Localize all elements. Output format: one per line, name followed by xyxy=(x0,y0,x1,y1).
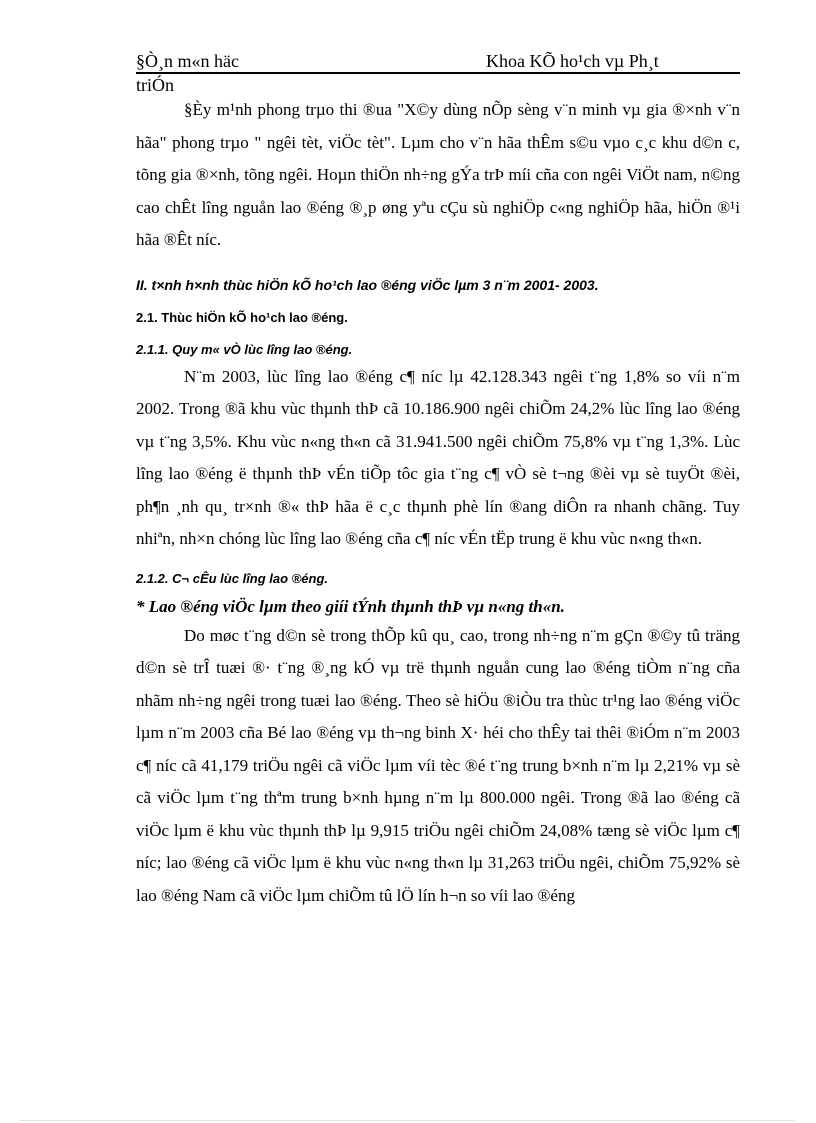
header-continuation: triÓn xyxy=(136,75,174,95)
page-header xyxy=(136,50,740,74)
paragraph-employment: Do møc t¨ng d©n sè trong thÕp kû qu¸ cao, trong nh÷ng n¨m gÇn ®©y tû träng d©n sè trÎ tuæi ®· t¨ng ®¸ng kÓ vµ trë thµnh nguån cung lao ®éng tiÒm n¨ng cña nhãm nh÷ng ngêi trong tuæi lao ®éng. Theo sè hiÖu ®iÒu tra thùc tr¹ng lao ®éng viÖc lµm n¨m 2003 cña Bé lao ®éng vµ th¬ng binh X· héi cho thÊy tai thêi ®iÓm n¨m 2003 c¶ níc cã 41,179 triÖu ngêi cã viÖc lµm víi tèc ®é t¨ng trung b×nh n¨m lµ 2,21% vµ sè cã viÖc lµm t¨ng thªm trung b×nh hµng n¨m lµ 800.000 ngêi. Trong ®ã lao ®éng cã viÖc lµm ë khu vùc thµnh thÞ lµ 9,915 triÖu ngêi chiÕm 24,08% tæng sè viÖc lµm c¶ níc; lao ®éng cã viÖc lµm ë khu vùc n«ng th«n lµ 31,263 triÖu ngêi, chiÕm 75,92% sè lao ®éng Nam cã viÖc lµm chiÕm tû lÖ lín h¬n so víi lao ®éng xyxy=(136,625,740,905)
page-bottom-border xyxy=(20,1120,796,1121)
paragraph-culture: §Èy m¹nh phong trµo thi ®ua "X©y dùng nÕp sèng v¨n minh vµ gia ®×nh v¨n hãa" phong trµo " ngêi tèt, viÖc tèt". Lµm cho v¨n hãa thÊm s©u vµo c¸c khu d©n c, tõng gia ®×nh, tõng ngêi. Hoµn thiÖn nh÷ng gÝa trÞ míi cña con ngêi ViÖt nam, n©ng cao chÊt lîng nguån lao ®éng ®¸p øng yªu cÇu sù nghiÖp c«ng nghiÖp hãa, hiÖn ®¹i hãa ®Êt níc. xyxy=(136,100,740,249)
document-body xyxy=(136,94,740,912)
subheading-gender-urban-rural: * Lao ®éng viÖc lµm theo giíi tÝnh thµnh thÞ vµ n«ng th«n. xyxy=(136,596,565,616)
section-heading-2-1: 2.1. Thùc hiÖn kÕ ho¹ch lao ®éng. xyxy=(136,309,348,325)
paragraph-labor-scale: N¨m 2003, lùc lîng lao ®éng c¶ níc lµ 42.128.343 ngêi t¨ng 1,8% so víi n¨m 2002. Trong ®ã khu vùc thµnh thÞ cã 10.186.900 ngêi chiÕm 24,2% lùc lîng lao ®éng vµ t¨ng 3,5%. Khu vùc n«ng th«n cã 31.941.500 ngêi chiÕm 75,8% vµ t¨ng 1,3%. Lùc lîng lao ®éng ë thµnh thÞ vÉn tiÕp tôc gia t¨ng c¶ vÒ sè t¬ng ®èi vµ sè tuyÖt ®èi, ph¶n ¸nh qu¸ tr×nh ®« thÞ hãa ë c¸c thµnh phè lín ®ang diÔn ra nhanh chãng. Tuy nhiªn, nh×n chóng lùc lîng lao ®éng cña c¶ níc vÉn tËp trung ë khu vùc n«ng th«n. xyxy=(136,366,740,548)
header-right-title: Khoa KÕ ho¹ch vµ Ph¸t xyxy=(486,51,659,71)
section-heading-ii: II. t×nh h×nh thùc hiÖn kÕ ho¹ch lao ®éng viÖc lµm 3 n¨m 2001- 2003. xyxy=(136,276,599,293)
header-left-title: §Ò¸n m«n häc xyxy=(136,51,239,71)
section-heading-2-1-2: 2.1.2. C¬ cÊu lùc lîng lao ®éng. xyxy=(136,570,328,586)
section-heading-2-1-1: 2.1.1. Quy m« vÒ lùc lîng lao ®éng. xyxy=(136,341,353,357)
